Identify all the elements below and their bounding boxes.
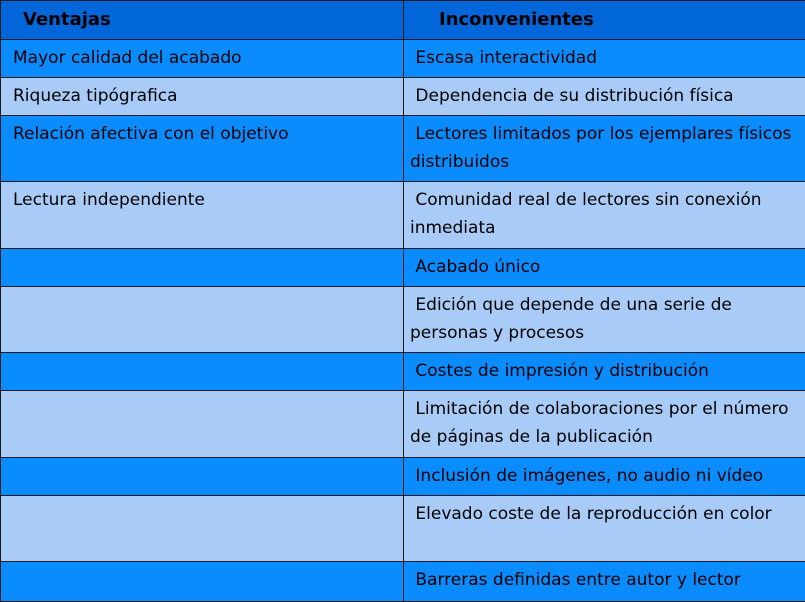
ventaja-cell — [1, 458, 404, 496]
inconveniente-text: Escasa interactividad — [410, 48, 597, 68]
ventaja-cell — [1, 391, 404, 458]
inconveniente-cell — [404, 458, 805, 496]
ventaja-cell: Mayor calidad del acabado — [1, 40, 404, 78]
ventaja-cell — [1, 496, 404, 562]
inconveniente-cell — [404, 116, 805, 182]
table-row — [1, 562, 805, 602]
inconveniente-cell — [404, 496, 805, 562]
inconveniente-text: Inclusión de imágenes, no audio ni vídeo — [410, 466, 763, 486]
ventaja-cell: Riqueza tipógrafica — [1, 78, 404, 116]
table-row — [1, 496, 805, 562]
inconveniente-cell — [404, 353, 805, 391]
inconveniente-text: Comunidad real de lectores sin conexión inmediata — [410, 190, 767, 238]
inconveniente-cell — [404, 287, 805, 353]
header-row — [1, 1, 805, 40]
table-row — [1, 249, 805, 287]
table-row — [1, 353, 805, 391]
ventaja-cell: Lectura independiente — [1, 182, 404, 249]
ventaja-cell — [1, 562, 404, 602]
table-row — [1, 182, 805, 249]
table-row — [1, 40, 805, 78]
inconveniente-cell — [404, 562, 805, 602]
inconveniente-cell — [404, 249, 805, 287]
table-row — [1, 78, 805, 116]
inconveniente-text: Edición que depende de una serie de personas y procesos — [410, 295, 737, 343]
header-ventajas: Ventajas — [1, 1, 404, 40]
ventaja-cell — [1, 249, 404, 287]
inconveniente-text: Lectores limitados por los ejemplares físicos distribuidos — [410, 124, 797, 172]
ventaja-cell — [1, 353, 404, 391]
ventaja-cell: Relación afectiva con el objetivo — [1, 116, 404, 182]
inconveniente-cell — [404, 182, 805, 249]
table-row — [1, 391, 805, 458]
header-inconvenientes: Inconvenientes — [404, 1, 805, 40]
inconveniente-text: Barreras definidas entre autor y lector — [410, 570, 741, 590]
inconveniente-cell — [404, 391, 805, 458]
ventaja-cell — [1, 287, 404, 353]
inconveniente-text: Acabado único — [410, 257, 540, 277]
inconveniente-text: Limitación de colaboraciones por el número de páginas de la publicación — [410, 399, 794, 447]
table-row — [1, 287, 805, 353]
table-row — [1, 116, 805, 182]
inconveniente-cell — [404, 40, 805, 78]
inconveniente-text: Dependencia de su distribución física — [410, 86, 734, 106]
inconveniente-cell — [404, 78, 805, 116]
inconveniente-text: Costes de impresión y distribución — [410, 361, 709, 381]
table-row — [1, 458, 805, 496]
inconveniente-text: Elevado coste de la reproducción en color — [410, 504, 772, 524]
